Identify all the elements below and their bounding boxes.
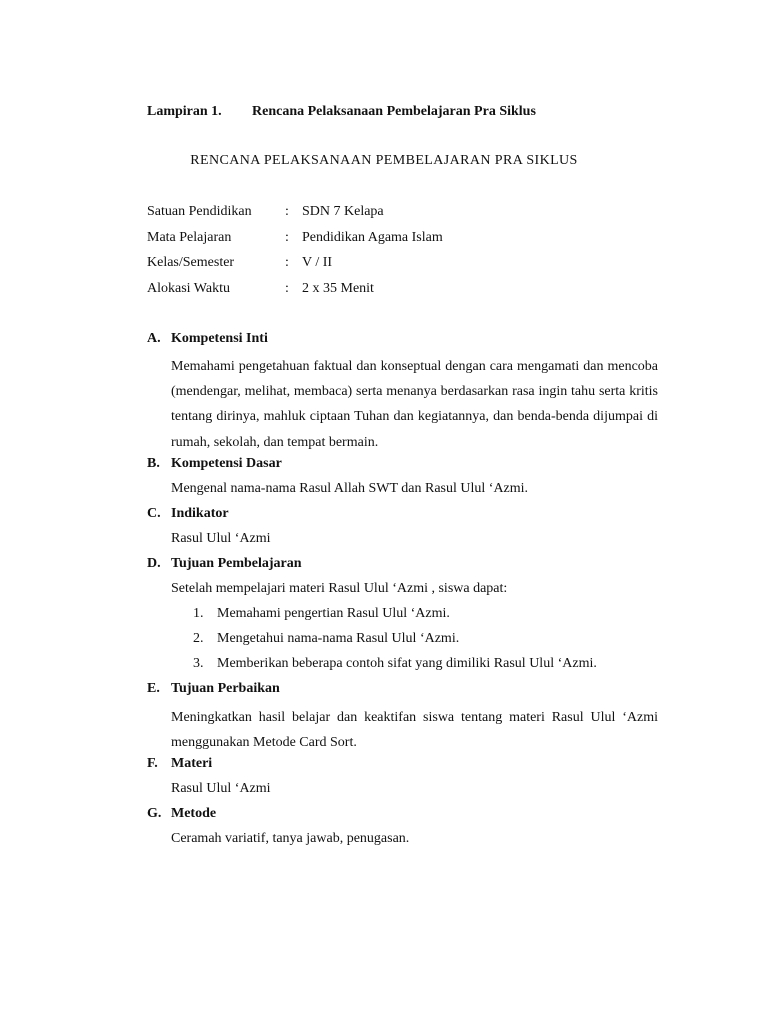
identity-colon: : [285, 229, 289, 245]
section-heading-tujuan-pembelajaran [147, 555, 658, 580]
identity-value: Pendidikan Agama Islam [302, 229, 443, 245]
identity-colon: : [285, 255, 289, 270]
identity-row [147, 203, 547, 229]
list-text: Memberikan beberapa contoh sifat yang dimiliki Rasul Ulul ‘Azmi. [217, 655, 597, 671]
kompetensi-inti-paragraph: Memahami pengetahuan faktual dan konseptual dengan cara mengamati dan mencoba (mendengar, melihat, membaca) serta menanya berdasarkan rasa ingin tahu serta kritis tentang dirinya, mahluk ciptaan Tuhan dan kegiatannya, dan benda-benda dijumpai di rumah, sekolah, dan tempat bermain. [171, 359, 658, 450]
document-title: RENCANA PELAKSANAAN PEMBELAJARAN PRA SIKLUS [190, 153, 578, 168]
identity-value: V / II [302, 255, 333, 270]
section-letter: E. [147, 680, 160, 696]
indikator-text: Rasul Ulul ‘Azmi [171, 530, 271, 546]
tujuan-pembelajaran-intro: Setelah mempelajari materi Rasul Ulul ‘Azmi , siswa dapat: [171, 580, 508, 596]
sections [147, 330, 658, 855]
section-letter: B. [147, 455, 160, 471]
materi-text: Rasul Ulul ‘Azmi [171, 781, 271, 797]
identity-row [147, 280, 547, 306]
section-heading-tujuan-perbaikan [147, 680, 658, 705]
section-letter: D. [147, 555, 161, 571]
list-number: 2. [193, 630, 204, 646]
list-text: Memahami pengertian Rasul Ulul ‘Azmi. [217, 605, 450, 621]
identity-row [147, 229, 547, 255]
section-title: Kompetensi Inti [171, 331, 268, 346]
identity-value: SDN 7 Kelapa [302, 204, 384, 219]
tujuan-perbaikan-paragraph: Meningkatkan hasil belajar dan keaktifan siswa tentang materi Rasul Ulul ‘Azmi menggunakan Metode Card Sort. [171, 709, 658, 751]
section-letter: A. [147, 331, 161, 346]
section-title: Indikator [171, 505, 229, 521]
identity-colon: : [285, 204, 289, 219]
section-heading-indikator [147, 505, 658, 530]
list-item [171, 655, 658, 680]
identity-key: Kelas/Semester [147, 255, 235, 270]
list-item [171, 605, 658, 630]
section-title: Kompetensi Dasar [171, 455, 282, 471]
kompetensi-dasar-text: Mengenal nama-nama Rasul Allah SWT dan Rasul Ulul ‘Azmi. [171, 480, 529, 496]
identity-row [147, 254, 547, 280]
tujuan-list [171, 605, 658, 680]
identity-key: Alokasi Waktu [147, 280, 230, 296]
lampiran-label: Lampiran 1. [147, 104, 222, 119]
lampiran-title: Rencana Pelaksanaan Pembelajaran Pra Siklus [252, 104, 536, 119]
section-title: Materi [171, 756, 213, 772]
section-letter: F. [147, 756, 158, 772]
section-letter: C. [147, 505, 161, 521]
metode-text: Ceramah variatif, tanya jawab, penugasan. [171, 831, 410, 847]
identity-key: Satuan Pendidikan [147, 204, 252, 219]
section-heading-metode [147, 805, 658, 830]
section-heading-kompetensi-inti [147, 330, 658, 355]
section-title: Tujuan Pembelajaran [171, 555, 302, 571]
identity-value: 2 x 35 Menit [302, 280, 374, 296]
section-title: Metode [171, 806, 217, 822]
identity-table [147, 203, 547, 305]
list-item [171, 630, 658, 655]
list-number: 1. [193, 605, 204, 621]
section-letter: G. [147, 806, 162, 822]
list-number: 3. [193, 655, 204, 671]
identity-colon: : [285, 280, 289, 296]
identity-key: Mata Pelajaran [147, 229, 232, 245]
section-heading-materi [147, 755, 658, 780]
list-text: Mengetahui nama-nama Rasul Ulul ‘Azmi. [217, 630, 460, 646]
section-title: Tujuan Perbaikan [171, 680, 280, 696]
section-heading-kompetensi-dasar [147, 455, 658, 480]
